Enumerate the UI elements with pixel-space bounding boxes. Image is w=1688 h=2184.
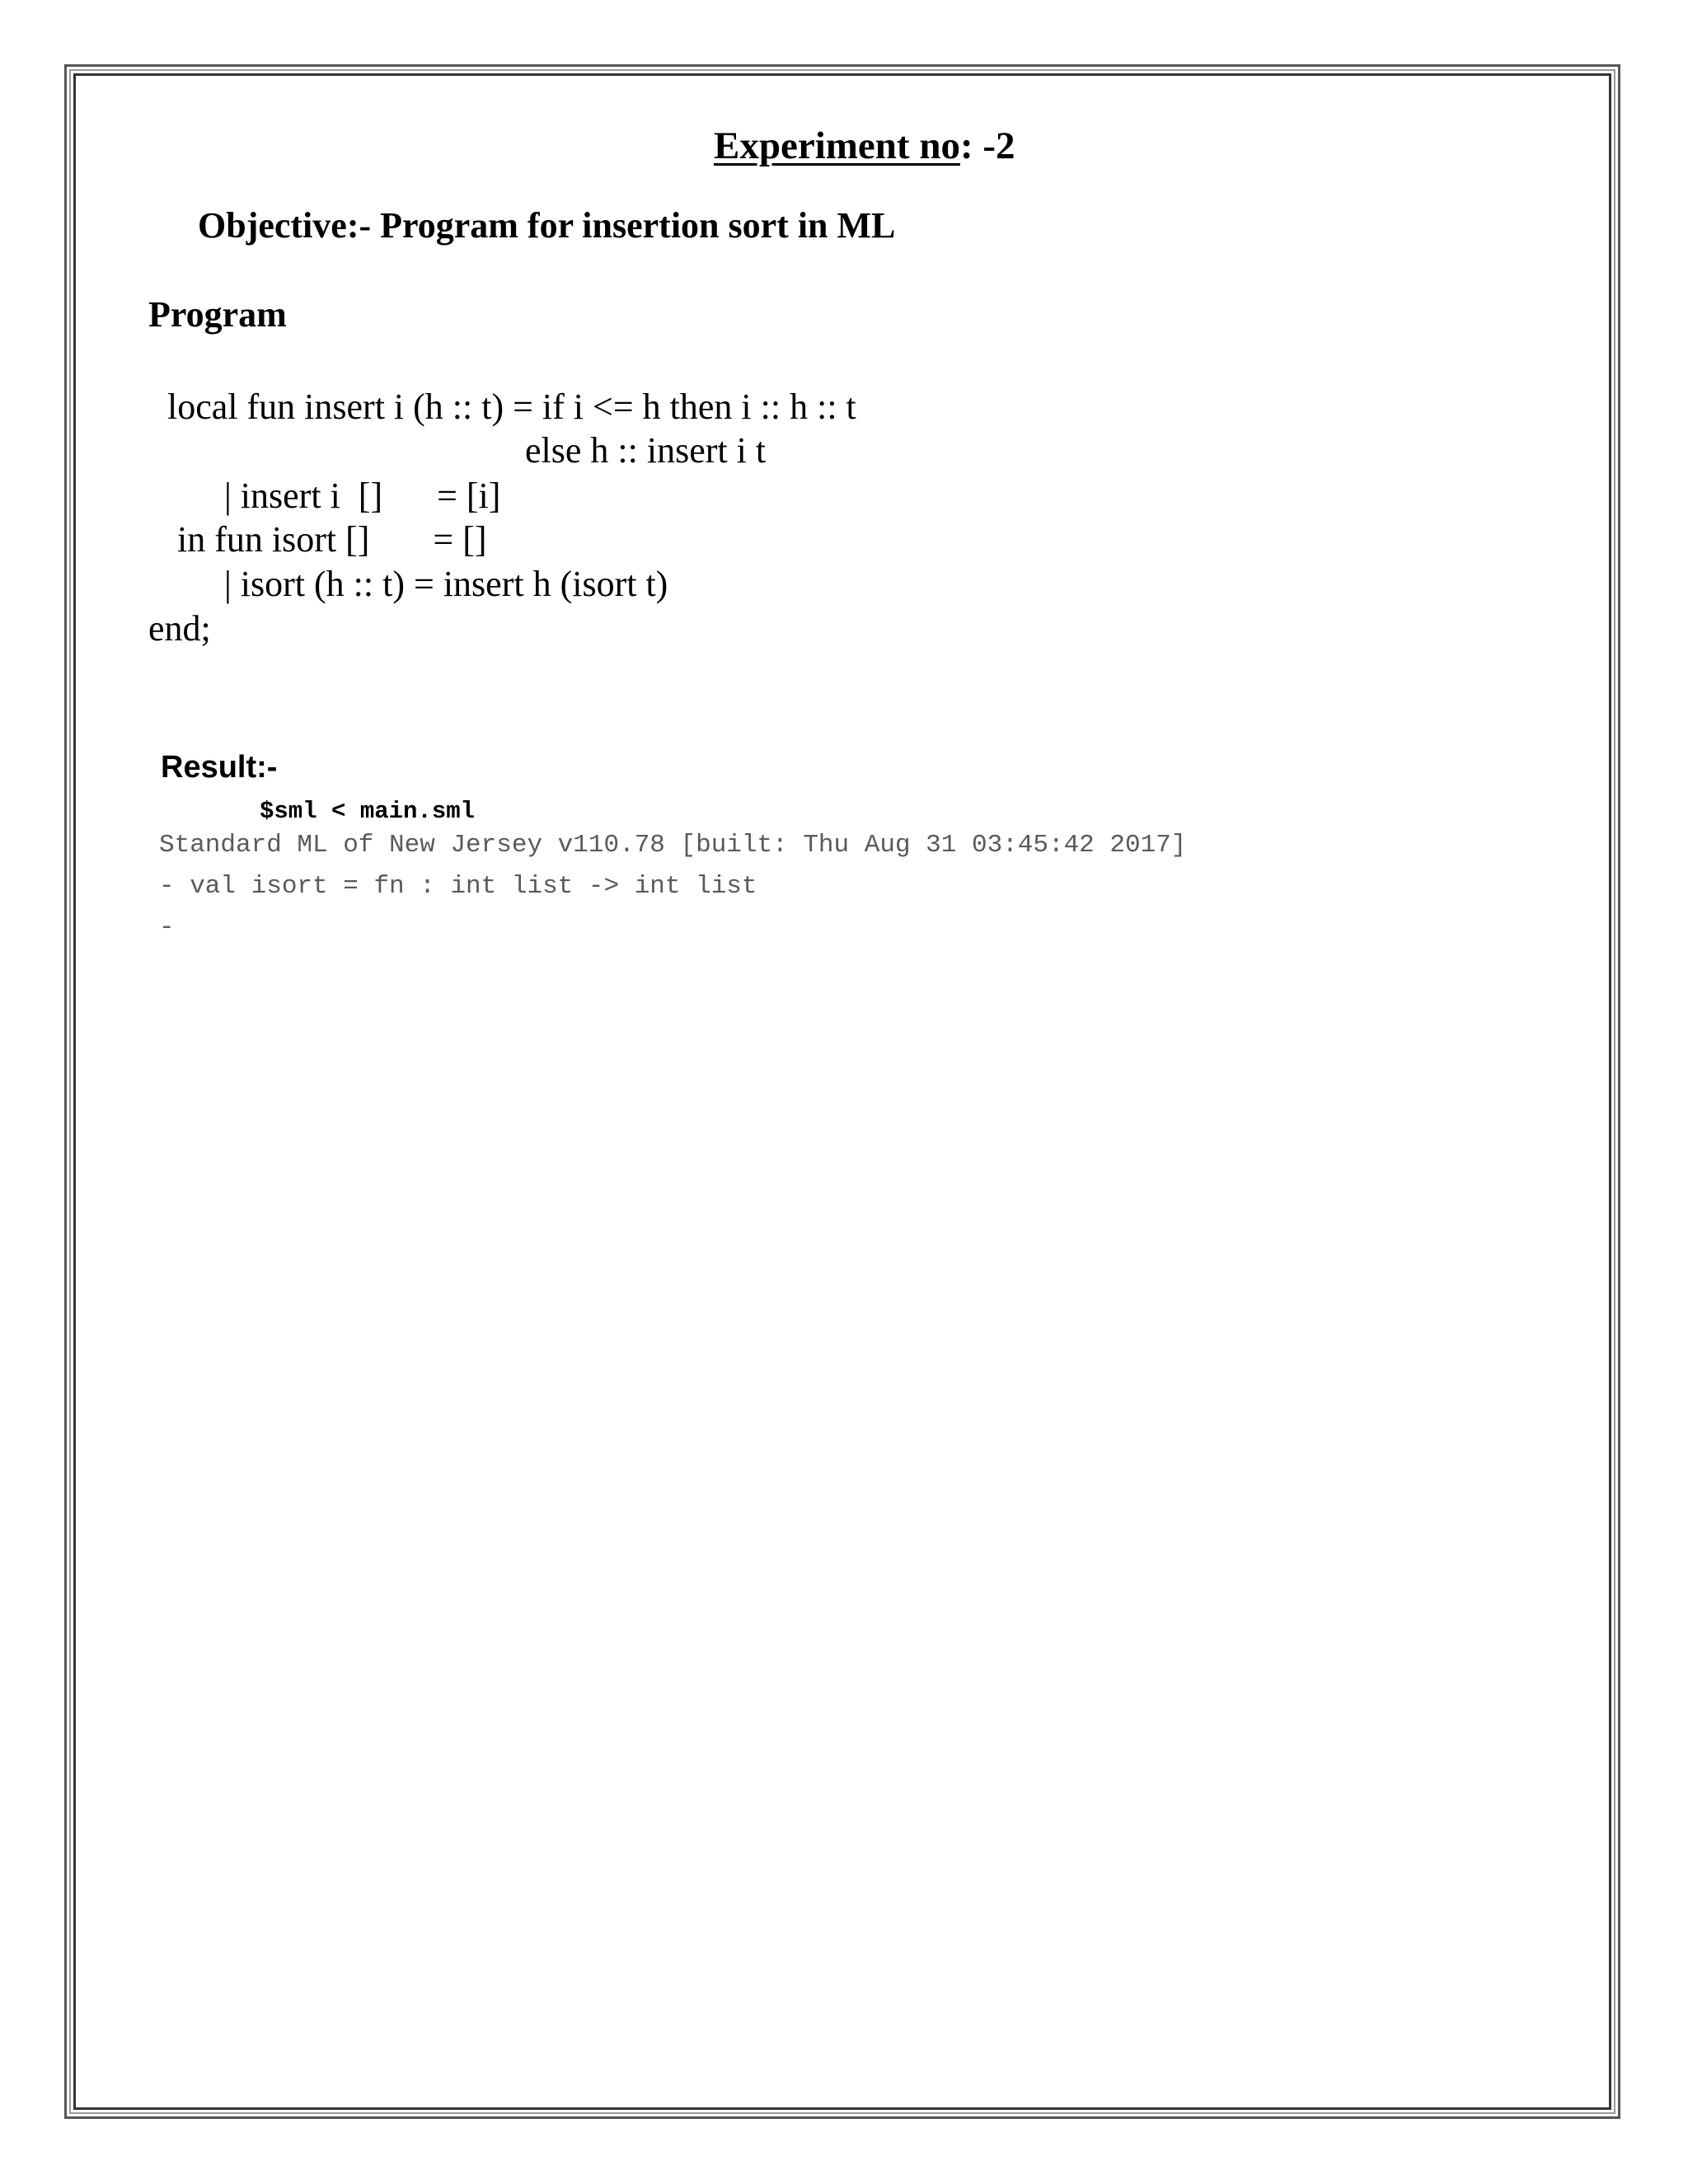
shell-command: $sml < main.sml — [260, 798, 476, 825]
code-line-2: else h :: insert i t — [525, 430, 767, 471]
output-line-1: Standard ML of New Jersey v110.78 [built: Thu Aug 31 03:45:42 2017] — [159, 831, 1187, 860]
page-title — [714, 124, 1015, 168]
code-line-1: local fun insert i (h :: t) = if i <= h then i :: h :: t — [167, 387, 856, 427]
code-line-6: end; — [148, 608, 211, 649]
output-line-2: - val isort = fn : int list -> int list — [159, 872, 757, 901]
page-border-inner — [73, 73, 1611, 2110]
code-line-5: | isort (h :: t) = insert h (isort t) — [224, 564, 668, 604]
code-line-4: in fun isort [] = [] — [177, 519, 487, 560]
code-line-3: | insert i [] = [i] — [224, 476, 501, 516]
output-line-3: - — [159, 913, 175, 942]
program-heading: Program — [148, 294, 287, 335]
page-title-suffix: : -2 — [959, 124, 1015, 167]
page-title-underlined: Experiment no — [714, 124, 960, 167]
objective-text: Objective:- Program for insertion sort in ML — [198, 205, 896, 246]
result-heading: Result:- — [161, 750, 278, 785]
